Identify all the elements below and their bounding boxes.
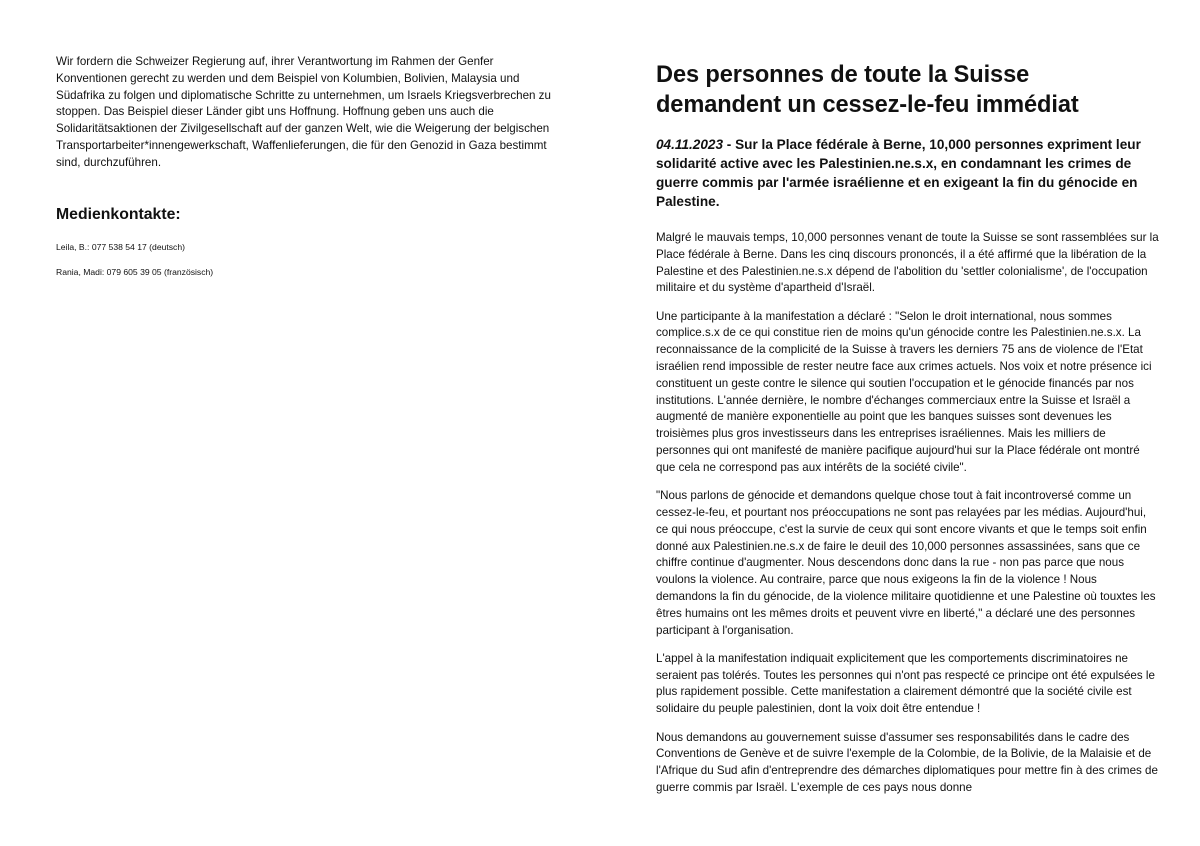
lead-text: - Sur la Place fédérale à Berne, 10,000 personnes expriment leur solidarité active avec les Palestinien.ne.s.x, en condamnant les crimes de guerre commis par l'armée israélienne et en exigeant la fin du génocide en Palestine. xyxy=(656,137,1141,209)
article-paragraph-3: "Nous parlons de génocide et demandons quelque chose tout à fait incontroversé comme un cessez-le-feu, et pourtant nos préoccupations ne sont pas relayées par les médias. Aujourd'hui, ce qui nous préoccupe, c'est la survie de ceux qui sont encore vivants et que le temps soit enfin donné aux Palestinien.ne.s.x de faire le deuil des 10,000 personnes assassinées, sans que ce chiffre continue d'augmenter. Nous descendons donc dans la rue - non pas parce que nous voulons la violence. Au contraire, parce que nous exigeons la fin de la violence ! Nous demandons la fin du génocide, de la violence militaire quotidienne et une Palestine où touxtes les êtres humains ont les mêmes droits et peuvent vivre en liberté," a déclaré une des personnes participant à l'organisation. xyxy=(656,489,1156,637)
article-paragraph-1: Malgré le mauvais temps, 10,000 personnes venant de toute la Suisse se sont rassemblées sur la Place fédérale à Berne. Dans les cinq discours prononcés, il a été affirmé que la libération de la Palestine et des Palestinien.ne.s.x dépend de l'abolition du 'settler colonialisme', de l'occupation militaire et du système d'apartheid d'Israël. xyxy=(656,231,1159,295)
intro-paragraph: Wir fordern die Schweizer Regierung auf, ihrer Verantwortung im Rahmen der Genfer Konventionen gerecht zu werden und dem Beispiel von Kolumbien, Bolivien, Malaysia und Südafrika zu folgen und diplomatische Schritte zu unternehmen, um Israels Kriegsverbrechen zu stoppen. Das Beispiel dieser Länder gibt uns Hoffnung. Hoffnung geben uns auch die Solidaritätsaktionen der Zivilgesellschaft auf der ganzen Welt, wie die Weigerung der belgischen Transportarbeiter*innengewerkschaft, Waffenlieferungen, die für den Genozid in Gaza bestimmt sind, durchzuführen. xyxy=(56,55,551,169)
lead-date: 04.11.2023 xyxy=(656,137,724,152)
article-lead xyxy=(656,135,1160,211)
media-contacts-heading: Medienkontakte: xyxy=(56,205,181,223)
article-paragraph-2: Une participante à la manifestation a déclaré : "Selon le droit international, nous sommes complice.s.x de ce qui constitue rien de moins qu'un génocide contre les Palestinien.ne.s.x. La reconnaissance de la complicité de la Suisse à travers les derniers 75 ans de violence de l'Etat israélien rend impossible de rester neutre face aux crimes actuels. Nos voix et notre présence ici constituent un geste contre le silence qui soutien l'occupation et le génocide financés par nos institutions. L'année dernière, le nombre d'échanges commerciaux entre la Suisse et Israël a augmenté de manière exponentielle au point que les banques suisses sont devenues les troisièmes plus gros investisseurs dans les entreprises israéliennes. Mais les milliers de personnes qui ont manifesté de manière pacifique aujourd'hui sur la Place fédérale ont montré que cela ne correspond pas aux intérêts de la société civile". xyxy=(656,309,1152,474)
right-page xyxy=(600,0,1200,846)
article-paragraph-4: L'appel à la manifestation indiquait explicitement que les comportements discriminatoires ne seraient pas tolérés. Toutes les personnes qui n'ont pas respecté ce principe ont été expulsées le plus rapidement possible. Cette manifestation a clairement démontré que la société civile est solidaire du peuple palestinien, dont la voix doit être entendue ! xyxy=(656,651,1155,716)
media-contact-2: Rania, Madi: 079 605 39 05 (französisch) xyxy=(56,266,214,277)
article-paragraph-5: Nous demandons au gouvernement suisse d'assumer ses responsabilités dans le cadre des Conventions de Genève et de suivre l'exemple de la Colombie, de la Bolivie, de la Malaisie et de l'Afrique du Sud afin d'entreprendre des démarches diplomatiques pour mettre fin à des crimes de guerre commis par Israël. L'exemple de ces pays nous donne xyxy=(656,730,1158,794)
media-contact-1: Leila, B.: 077 538 54 17 (deutsch) xyxy=(56,241,185,252)
article-headline: Des personnes de toute la Suisse demandent un cessez-le-feu immédiat xyxy=(656,62,1079,118)
